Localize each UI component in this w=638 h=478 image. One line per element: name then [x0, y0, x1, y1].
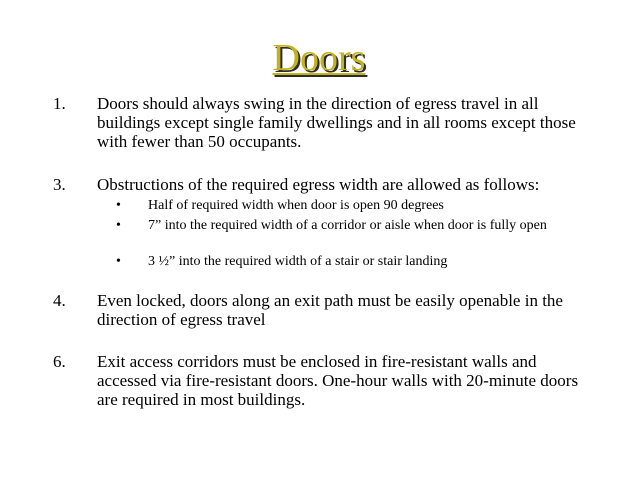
bullet-icon: •	[116, 218, 121, 233]
list-item-text: Obstructions of the required egress width are allowed as follows:	[97, 175, 540, 194]
sub-list-item	[116, 218, 586, 234]
list-item-text: Doors should always swing in the direction of egress travel in all buildings except single family dwellings and in all rooms except those with fewer than 50 occupants.	[97, 94, 576, 151]
list-item-number: 3.	[53, 175, 66, 194]
list-item	[53, 175, 623, 194]
bullet-icon: •	[116, 198, 121, 213]
list-item-text: Even locked, doors along an exit path must be easily openable in the direction of egress travel	[97, 291, 563, 329]
sub-list-item-text: 3 ½” into the required width of a stair or stair landing	[148, 254, 448, 269]
list-item-number: 6.	[53, 352, 66, 371]
list-item-number: 1.	[53, 94, 66, 113]
sub-list-item	[116, 198, 586, 214]
sub-list-item-text: Half of required width when door is open 90 degrees	[148, 198, 444, 213]
list-item-number: 4.	[53, 291, 66, 310]
bullet-icon: •	[116, 254, 121, 269]
sub-list-item	[116, 254, 586, 270]
list-item	[53, 94, 623, 151]
sub-list-item-text: 7” into the required width of a corridor or aisle when door is fully open	[148, 218, 547, 233]
list-item	[53, 352, 623, 409]
list-item-text: Exit access corridors must be enclosed in fire-resistant walls and accessed via fire-resistant doors. One-hour walls with 20-minute doors are required in most buildings.	[97, 352, 579, 409]
slide-title: Doors	[272, 37, 366, 79]
list-item	[53, 291, 623, 329]
